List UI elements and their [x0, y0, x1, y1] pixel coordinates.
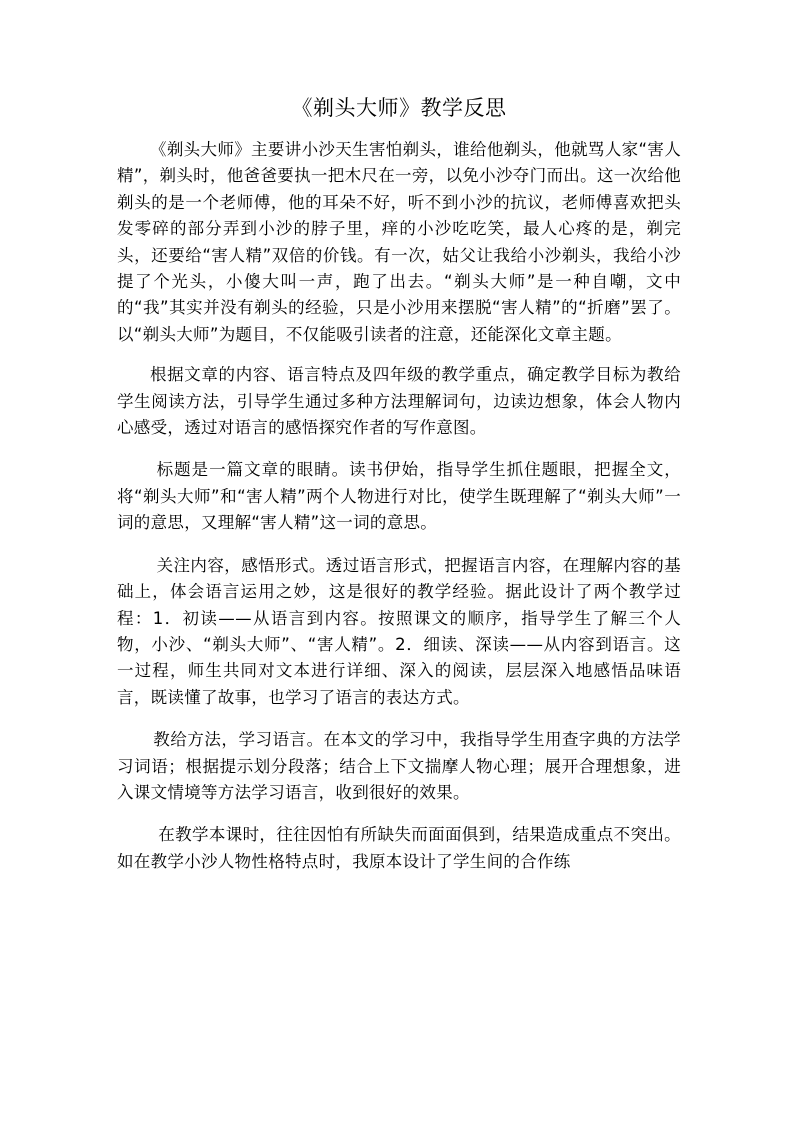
- paragraph-reflection: 在教学本课时，往往因怕有所缺失而面面俱到，结果造成重点不突出。如在教学小沙人物性格特点时，我原本设计了学生间的合作练: [117, 825, 681, 871]
- document-title: 《剃头大师》教学反思: [291, 96, 507, 120]
- paragraph-content-form: 关注内容，感悟形式。透过语言形式，把握语言内容，在理解内容的基础上，体会语言运用之妙，这是很好的教学经验。据此设计了两个教学过程：1．初读——从语言到内容。按照课文的顺序，指导学生了解三个人物，小沙、“剃头大师”、“害人精”。2．细读、深读——从内容到语言。这一过程，师生共同对文本进行详细、深入的阅读，层层深入地感悟品味语言，既读懂了故事，也学习了语言的表达方式。: [117, 555, 681, 707]
- paragraph-title-eye: 标题是一篇文章的眼睛。读书伊始，指导学生抓住题眼，把握全文，将“剃头大师”和“害人精”两个人物进行对比，使学生既理解了“剃头大师”一词的意思，又理解“害人精”这一词的意思。: [117, 460, 681, 533]
- paragraph-summary: 《剃头大师》主要讲小沙天生害怕剃头，谁给他剃头，他就骂人家“害人精”，剃头时，他爸爸要执一把木尺在一旁，以免小沙夺门而出。这一次给他剃头的是一个老师傅，他的耳朵不好，听不到小沙的抗议，老师傅喜欢把头发零碎的部分弄到小沙的脖子里，痒的小沙吃吃笑，最人心疼的是，剃完头，还要给“害人精”双倍的价钱。有一次，姑父让我给小沙剃头，我给小沙提了个光头，小傻大叫一声，跑了出去。“剃头大师”是一种自嘲，文中的“我”其实并没有剃头的经验，只是小沙用来摆脱“害人精”的“折磨”罢了。以“剃头大师”为题目，不仅能吸引读者的注意，还能深化文章主题。: [117, 140, 681, 344]
- paragraph-teaching-goals: 根据文章的内容、语言特点及四年级的教学重点，确定教学目标为教给学生阅读方法，引导学生通过多种方法理解词句，边读边想象，体会人物内心感受，透过对语言的感悟探究作者的写作意图。: [117, 365, 681, 438]
- paragraph-teaching-methods: 教给方法，学习语言。在本文的学习中，我指导学生用查字典的方法学习词语；根据提示划分段落；结合上下文揣摩人物心理；展开合理想象，进入课文情境等方法学习语言，收到很好的效果。: [117, 730, 681, 802]
